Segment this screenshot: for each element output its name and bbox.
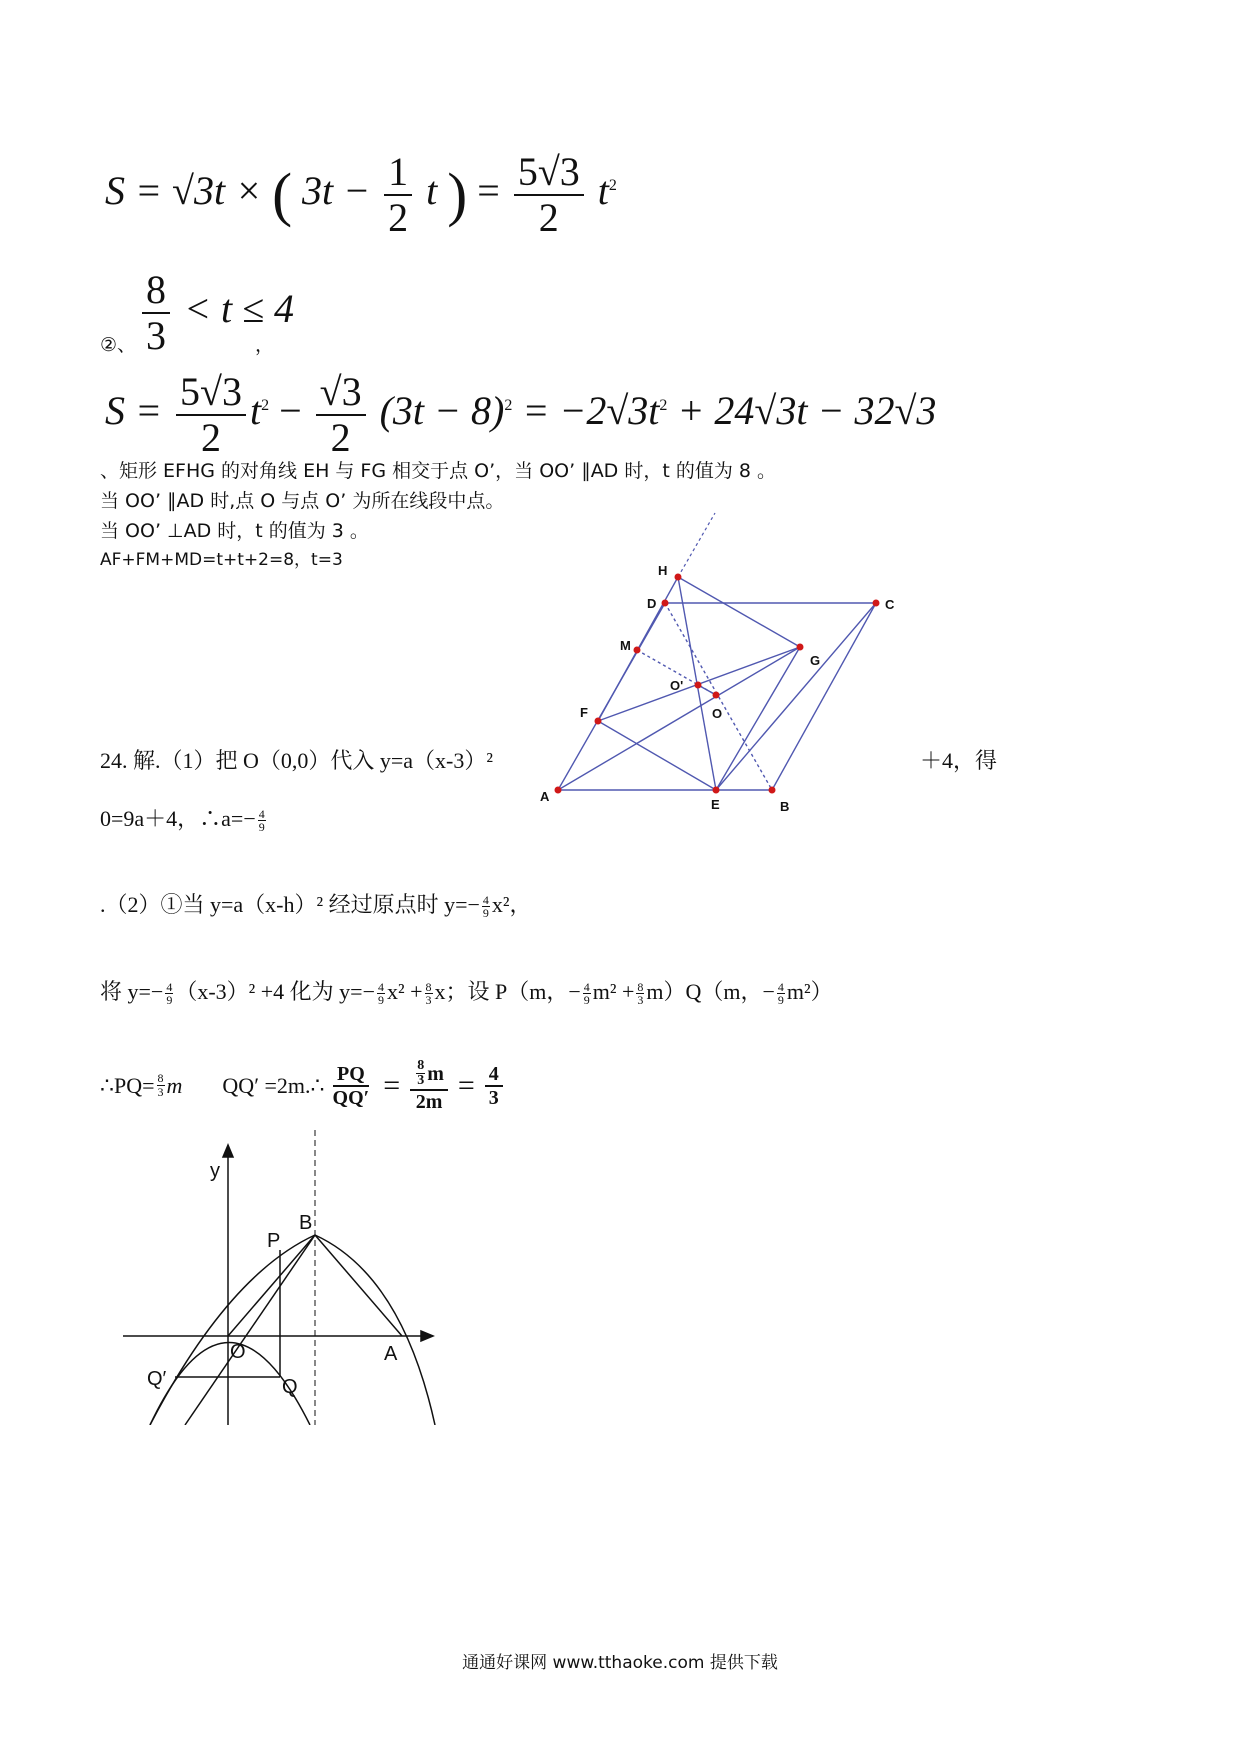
frac-den: 2 <box>388 195 409 240</box>
formula2-lhs: S = <box>105 388 162 434</box>
frac-num: √3 <box>316 370 366 416</box>
point-c <box>873 600 880 607</box>
case2-ineq-text: < t ≤ 4 <box>184 286 295 332</box>
q24-line4 <box>100 975 833 1007</box>
frac-num: 4 <box>485 1063 503 1087</box>
label-b: B <box>299 1212 313 1234</box>
point-d <box>662 600 669 607</box>
point-m <box>634 647 641 654</box>
frac-num: 4 <box>777 979 784 994</box>
line4-a: 将 y=− <box>100 979 164 1004</box>
q24-part2 <box>100 888 532 920</box>
frac-num: 4 <box>258 806 265 821</box>
label-d: D <box>647 596 657 611</box>
frac-den: 3 <box>488 1086 499 1109</box>
formula2-exp2: 2 <box>504 396 513 414</box>
small-frac <box>482 894 490 920</box>
line5-c: QQ′ =2m.∴ <box>222 1072 325 1098</box>
frac-den: 3 <box>637 993 644 1008</box>
formula2-var: t <box>249 388 262 434</box>
frac-den: 3 <box>146 313 166 358</box>
ratio-frac-1 <box>329 1063 374 1109</box>
point-a <box>555 787 562 794</box>
label-q: Q <box>282 1376 298 1398</box>
formula1-result-var: t <box>597 168 609 214</box>
frac-den: QQ′ <box>332 1086 370 1109</box>
q24-part2-a: .（2）①当 y=a（x-h）² 经过原点时 y=− <box>100 892 480 917</box>
frac-den: 9 <box>777 993 784 1008</box>
parabola-graph <box>115 1125 445 1425</box>
label-e: E <box>711 797 720 812</box>
case2-comma: ， <box>255 334 275 356</box>
ratio-frac-2 <box>410 1058 448 1113</box>
frac-den: 9 <box>377 993 384 1008</box>
small-frac <box>165 981 173 1007</box>
label-q-prime: Q′ <box>147 1368 167 1390</box>
frac-den: 9 <box>258 820 265 835</box>
frac-num: 8 <box>157 1071 164 1086</box>
line4-g: m²） <box>786 979 833 1004</box>
q24-line2-text: 0=9a＋4，∴a=− <box>100 806 256 831</box>
label-y: y <box>210 1160 220 1182</box>
line4-e: m² + <box>592 979 635 1004</box>
text-line-4: AF+FM+MD=t+t+2=8，t=3 <box>100 550 343 570</box>
frac-den: 2 <box>200 415 221 460</box>
label-p: P <box>267 1230 281 1252</box>
frac-den: 9 <box>166 993 173 1008</box>
formula-area-2 <box>105 370 936 460</box>
case2-frac <box>142 268 170 358</box>
small-frac <box>636 981 644 1007</box>
point-e <box>713 787 720 794</box>
equals: = <box>383 1068 401 1102</box>
x-axis-arrow <box>421 1331 433 1341</box>
frac-num: 4 <box>166 979 173 994</box>
q24-line1-left: 24. 解.（1）把 O（0,0）代入 y=a（x-3）² <box>100 748 493 773</box>
small-frac <box>157 1072 165 1098</box>
frac-den: 2 <box>330 415 351 460</box>
label-o-prime: O' <box>670 678 684 693</box>
frac-num: 4 <box>482 892 489 907</box>
formula2-frac1 <box>176 370 246 460</box>
frac-num: 8 <box>425 979 432 994</box>
frac-den: 9 <box>482 906 489 921</box>
frac-num: 8 <box>142 268 170 314</box>
q24-line2 <box>100 802 268 834</box>
formula2-frac2 <box>316 370 366 460</box>
geometry-figure <box>530 505 920 825</box>
small-frac <box>425 981 433 1007</box>
frac-num: 4 <box>583 979 590 994</box>
formula1-inner-frac <box>384 150 412 240</box>
label-a: A <box>540 789 550 804</box>
frac-den: 2m <box>415 1091 443 1114</box>
small-frac <box>777 981 785 1007</box>
label-m: M <box>620 638 631 653</box>
frac-den: 3 <box>157 1085 164 1100</box>
frac-num: 5√3 <box>514 150 584 196</box>
q24-line5 <box>100 1058 507 1113</box>
formula2-exp3: 2 <box>659 396 668 414</box>
frac-num: 5√3 <box>176 370 246 416</box>
line4-f: m）Q（m，− <box>646 979 775 1004</box>
line-ba <box>315 1235 402 1336</box>
inner-den: 3 <box>417 1073 425 1089</box>
small-frac <box>583 981 591 1007</box>
frac-num: 1 <box>384 150 412 196</box>
inner-var: m <box>427 1062 444 1085</box>
q24-line1-right: ＋4，得 <box>920 748 998 773</box>
line4-c: x² + <box>386 979 423 1004</box>
text-line-1: 、矩形 EFHG 的对角线 EH 与 FG 相交于点 O’，当 OO’ ∥AD 时，t 的值为 8 。 <box>100 460 777 482</box>
inner-num: 8 <box>417 1058 425 1073</box>
frac-num: 8 <box>637 979 644 994</box>
formula2-exp: 2 <box>261 396 270 414</box>
label-b: B <box>780 799 790 814</box>
formula1-sqrt-term: √3t × <box>172 168 263 214</box>
q24-part2-b: x²， <box>491 892 532 917</box>
footer: 通通好课网 www.tthaoke.com 提供下载 <box>462 1653 778 1673</box>
label-h: H <box>658 563 668 578</box>
point-o <box>713 692 720 699</box>
formula-area-1 <box>105 150 617 240</box>
frac-den: 2 <box>538 195 559 240</box>
text-line-3: 当 OO’ ⊥AD 时，t 的值为 3 。 <box>100 520 369 542</box>
y-axis-arrow <box>223 1145 233 1157</box>
label-o: O <box>230 1341 246 1363</box>
formula1-lhs: S = <box>105 168 162 214</box>
point-b <box>769 787 776 794</box>
point-g <box>797 644 804 651</box>
label-c: C <box>885 597 895 612</box>
text-line-2: 当 OO’ ∥AD 时,点 O 与点 O’ 为所在线段中点。 <box>100 490 505 512</box>
point-h <box>675 574 682 581</box>
label-f: F <box>580 705 588 720</box>
small-frac <box>258 808 266 834</box>
frac-num: 4 <box>377 979 384 994</box>
frac-den: 3 <box>425 993 432 1008</box>
formula2-paren: (3t − 8) <box>379 388 505 434</box>
ratio-frac-3 <box>485 1063 503 1109</box>
frac-num: PQ <box>333 1063 369 1087</box>
line5-b: m <box>166 1072 183 1098</box>
label-a: A <box>384 1343 398 1365</box>
line4-b: （x-3）² +4 化为 y=− <box>175 979 375 1004</box>
point-o-prime <box>695 682 702 689</box>
line5-a: ∴PQ= <box>100 1072 155 1098</box>
left-paren: ( <box>272 161 293 228</box>
label-g: G <box>810 653 821 668</box>
formula2-rhs-tail: + 24√3t − 32√3 <box>677 388 937 434</box>
formula2-rhs: = −2√3t <box>522 388 660 434</box>
formula1-equals: = <box>477 168 500 214</box>
label-o: O <box>712 706 723 721</box>
formula1-result-frac <box>514 150 584 240</box>
formula2-minus: − <box>279 388 302 434</box>
right-paren: ) <box>447 161 468 228</box>
small-frac <box>377 981 385 1007</box>
formula1-inner-left: 3t − <box>302 168 371 214</box>
dashed-extension <box>678 513 715 577</box>
point-f <box>595 718 602 725</box>
line4-d: x；设 P（m，− <box>434 979 581 1004</box>
equals: = <box>457 1068 475 1102</box>
formula1-result-exp: 2 <box>608 176 617 194</box>
frac-num <box>410 1058 448 1091</box>
formula1-inner-right: t <box>426 168 438 214</box>
frac-den: 9 <box>583 993 590 1008</box>
case2-marker-text: ②、 <box>100 334 137 356</box>
